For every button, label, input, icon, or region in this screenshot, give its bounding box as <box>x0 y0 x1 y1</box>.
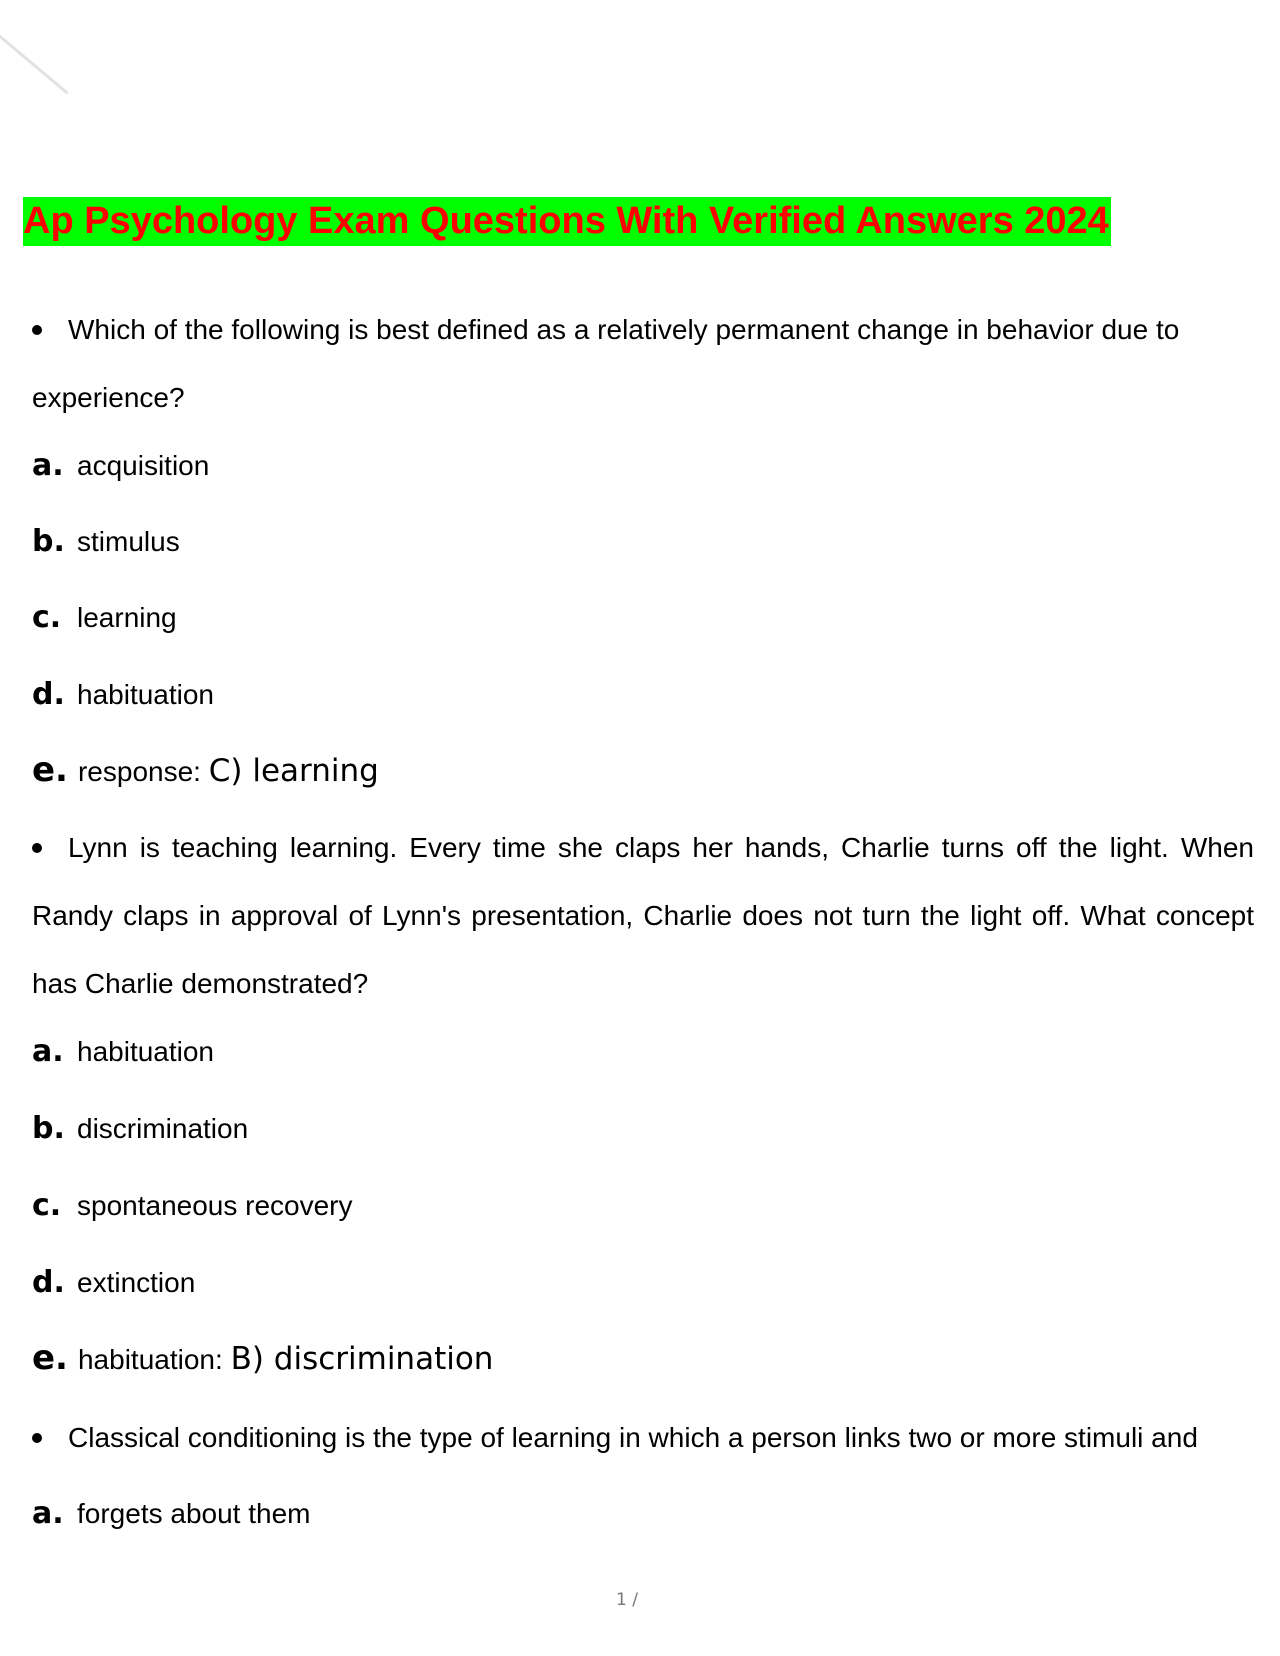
q1-option-c: c. learning <box>32 600 177 635</box>
corner-fold-mark <box>0 30 69 94</box>
bullet-icon <box>32 843 42 853</box>
q1-option-b: b. stimulus <box>32 524 180 559</box>
q2-option-a: a. habituation <box>32 1034 215 1069</box>
q2-option-b: b. discrimination <box>32 1111 249 1146</box>
document-title: Ap Psychology Exam Questions With Verified Answers 2024 <box>23 197 1111 246</box>
q1-option-e-answer: e. response: C) learning <box>32 750 379 790</box>
question-2-text: Lynn is teaching learning. Every time she claps her hands, Charlie turns off the light. When Randy claps in approval of Lynn's presentation, Charlie does not turn the light off. What concept has Charlie demonstrated? <box>32 832 1254 999</box>
bullet-icon <box>32 1433 42 1443</box>
q1-option-a: a. acquisition <box>32 448 210 483</box>
bullet-icon <box>32 325 42 335</box>
q2-option-d: d. extinction <box>32 1265 196 1300</box>
q3-option-a: a. forgets about them <box>32 1496 311 1531</box>
q2-answer: B) discrimination <box>230 1341 494 1377</box>
q1-option-d: d. habituation <box>32 677 215 712</box>
page-number: 1 / <box>616 1590 638 1610</box>
q1-answer: C) learning <box>208 753 379 789</box>
q2-option-e-answer: e. habituation: B) discrimination <box>32 1338 494 1378</box>
q2-option-c: c. spontaneous recovery <box>32 1188 353 1223</box>
question-1-text: Which of the following is best defined as a relatively permanent change in behavior due to experience? <box>32 314 1180 413</box>
question-3-text: Classical conditioning is the type of learning in which a person links two or more stimuli and <box>32 1404 1254 1472</box>
